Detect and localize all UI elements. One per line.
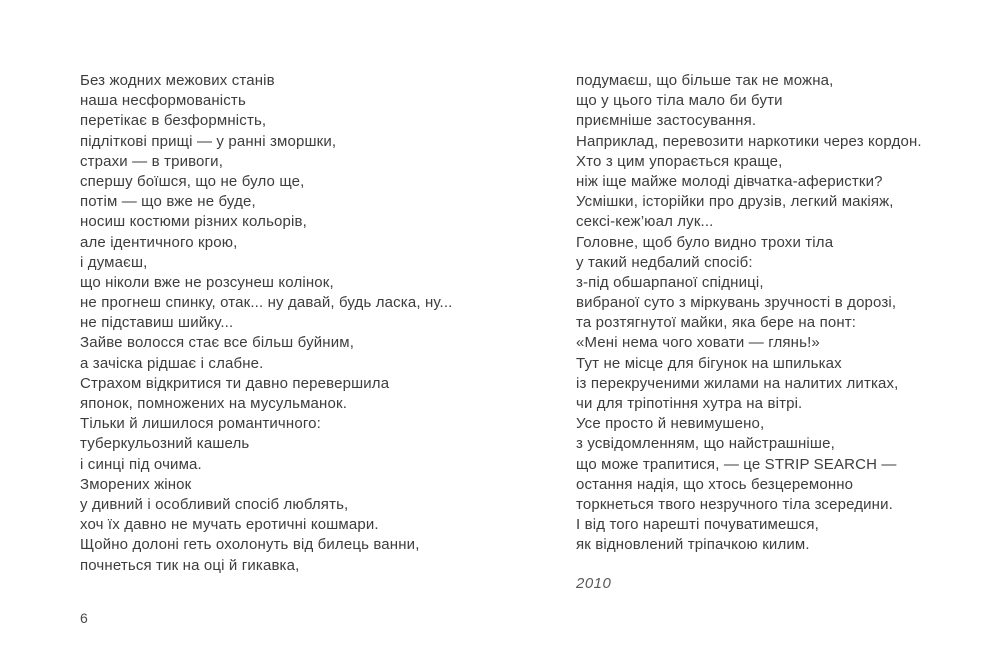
poem-line: почнеться тик на оці й гикавка, xyxy=(80,556,300,574)
poem-line: торкнеться твого незручного тіла зсередини. xyxy=(576,495,893,513)
poem-line: потім — що вже не буде, xyxy=(80,193,256,211)
poem-line: Усмішки, історійки про друзів, легкий макіяж, xyxy=(576,193,894,211)
poem-line: з-під обшарпаної спідниці, xyxy=(576,273,764,291)
poem-line: але ідентичного крою, xyxy=(80,233,238,251)
poem-line: носиш костюми різних кольорів, xyxy=(80,213,307,231)
poem-line: і думаєш, xyxy=(80,253,148,271)
poem-line: а зачіска рідшає і слабне. xyxy=(80,354,264,372)
poem-line: у такий недбалий спосіб: xyxy=(576,253,753,271)
poem-line: чи для тріпотіння хутра на вітрі. xyxy=(576,395,803,412)
poem-line: та розтягнутої майки, яка бере на понт: xyxy=(576,314,857,332)
poem-line: що у цього тіла мало би бути xyxy=(576,92,783,110)
poem-line: приємніше застосування. xyxy=(576,112,757,130)
poem-line: Хто з цим упорається краще, xyxy=(576,152,783,170)
poem-line: Головне, щоб було видно трохи тіла xyxy=(576,233,834,251)
poem-line: не прогнеш спинку, отак... ну давай, будь ласка, ну... xyxy=(80,294,453,312)
poem-line: туберкульозний кашель xyxy=(80,435,250,453)
poem-line: що ніколи вже не розсунеш колінок, xyxy=(80,273,334,291)
poem-line: як відновлений тріпачкою килим. xyxy=(576,536,810,554)
poem-column-right-lines xyxy=(576,71,976,556)
poem-line: подумаєш, що більше так не можна, xyxy=(576,72,834,89)
poem-line: спершу боїшся, що не було ще, xyxy=(80,172,305,190)
poem-line: вибраної суто з міркувань зручності в дорозі, xyxy=(576,294,897,312)
poem-line: страхи — в тривоги, xyxy=(80,152,224,170)
poem-line: з усвідомленням, що найстрашніше, xyxy=(576,435,835,453)
poem-line: остання надія, що хтось безцеремонно xyxy=(576,475,854,493)
poem-line: Усе просто й невимушено, xyxy=(576,415,765,433)
poem-line: Зайве волосся стає все більш буйним, xyxy=(80,334,355,352)
poem-column-right xyxy=(576,71,976,594)
poem-line: із перекрученими жилами на налитих литках, xyxy=(576,374,899,392)
poem-line: у дивний і особливий спосіб люблять, xyxy=(80,495,349,513)
poem-line: сексі-кеж’юал лук... xyxy=(576,213,714,231)
poem-line: наша несформованість xyxy=(80,92,246,110)
poem-line: що може трапитися, — це STRIP SEARCH — xyxy=(576,455,897,473)
poem-line: Щойно долоні геть охолонуть від билець ванни, xyxy=(80,536,420,554)
poem-line: Зморених жінок xyxy=(80,475,192,493)
poem-line: Без жодних межових станів xyxy=(80,72,275,89)
poem-line: хоч їх давно не мучать еротичні кошмари. xyxy=(80,516,379,534)
page-number: 6 xyxy=(80,610,88,626)
poem-line: Страхом відкритися ти давно перевершила xyxy=(80,374,390,392)
poem-column-left xyxy=(80,71,540,576)
poem-line: І від того нарешті почуватимешся, xyxy=(576,516,819,534)
poem-line: ніж іще майже молоді дівчатка-аферистки? xyxy=(576,172,883,190)
poem-line: і синці під очима. xyxy=(80,455,202,473)
poem-line: «Мені нема чого ховати — глянь!» xyxy=(576,334,820,352)
poem-line: не підставиш шийку... xyxy=(80,314,234,332)
poem-line: Наприклад, перевозити наркотики через кордон. xyxy=(576,132,922,150)
poem-line: Тільки й лишилося романтичного: xyxy=(80,415,321,433)
poem-line: Тут не місце для бігунок на шпильках xyxy=(576,354,842,372)
poem-line: підліткові прищі — у ранні зморшки, xyxy=(80,132,337,150)
poem-line: японок, помножених на мусульманок. xyxy=(80,395,348,412)
poem-line: перетікає в безформність, xyxy=(80,112,267,130)
poem-year: 2010 xyxy=(576,574,612,592)
